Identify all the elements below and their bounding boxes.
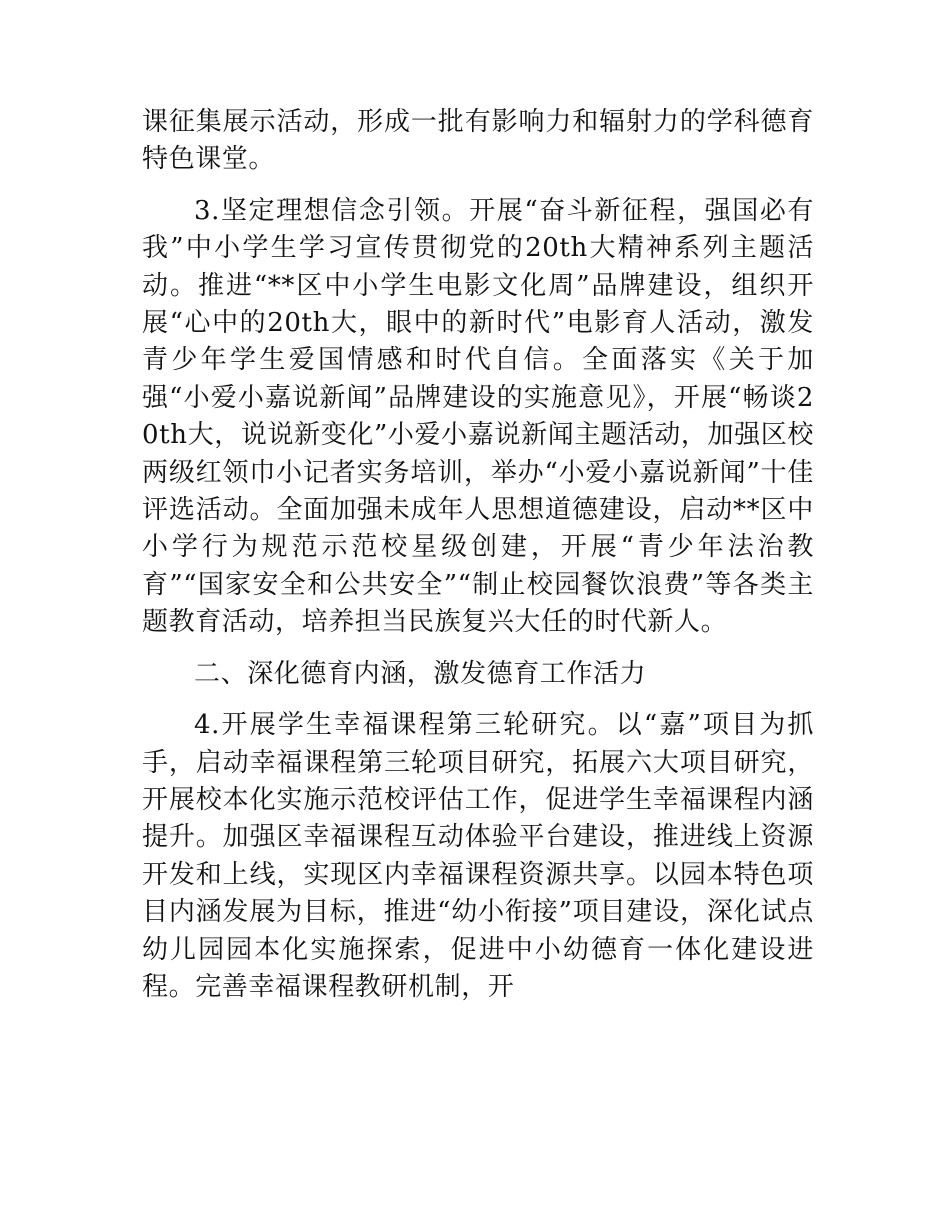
- section-heading-deepen-moral-education: 二、深化德育内涵，激发德育工作活力: [194, 658, 647, 689]
- paragraph-happiness-curriculum: 4.开展学生幸福课程第三轮研究。以“嘉”项目为抓手，启动幸福课程第三轮项目研究，拓展六大项目研究，开展校本化实施示范校评估工作，促进学生幸福课程内涵提升。加强区幸福课程互动体验平台建设，推进线上资源开发和上线，实现区内幸福课程资源共享。以园本特色项目内涵发展为目标，推进“幼小衔接”项目建设，深化试点幼儿园园本化实施探索，促进中小幼德育一体化建设进程。完善幸福课程教研机制，开: [142, 710, 814, 1002]
- document-body: [142, 104, 814, 1020]
- paragraph-ideals-belief: 3.坚定理想信念引领。开展“奋斗新征程，强国必有我”中小学生学习宣传贯彻党的20th大精神系列主题活动。推进“**区中小学生电影文化周”品牌建设，组织开展“心中的20th大，眼中的新时代”电影育人活动，激发青少年学生爱国情感和时代自信。全面落实《关于加强“小爱小嘉说新闻”品牌建设的实施意见》，开展“畅谈20th大，说说新变化”小爱小嘉说新闻主题活动，加强区校两级红领巾小记者实务培训，举办“小爱小嘉说新闻”十佳评选活动。全面加强未成年人思想道德建设，启动**区中小学行为规范示范校星级创建，开展“青少年法治教育”“国家安全和公共安全”“制止校园餐饮浪费”等各类主题教育活动，培养担当民族复兴大任的时代新人。: [142, 195, 814, 638]
- paragraph-continuation: 课征集展示活动，形成一批有影响力和辐射力的学科德育特色课堂。: [142, 107, 814, 175]
